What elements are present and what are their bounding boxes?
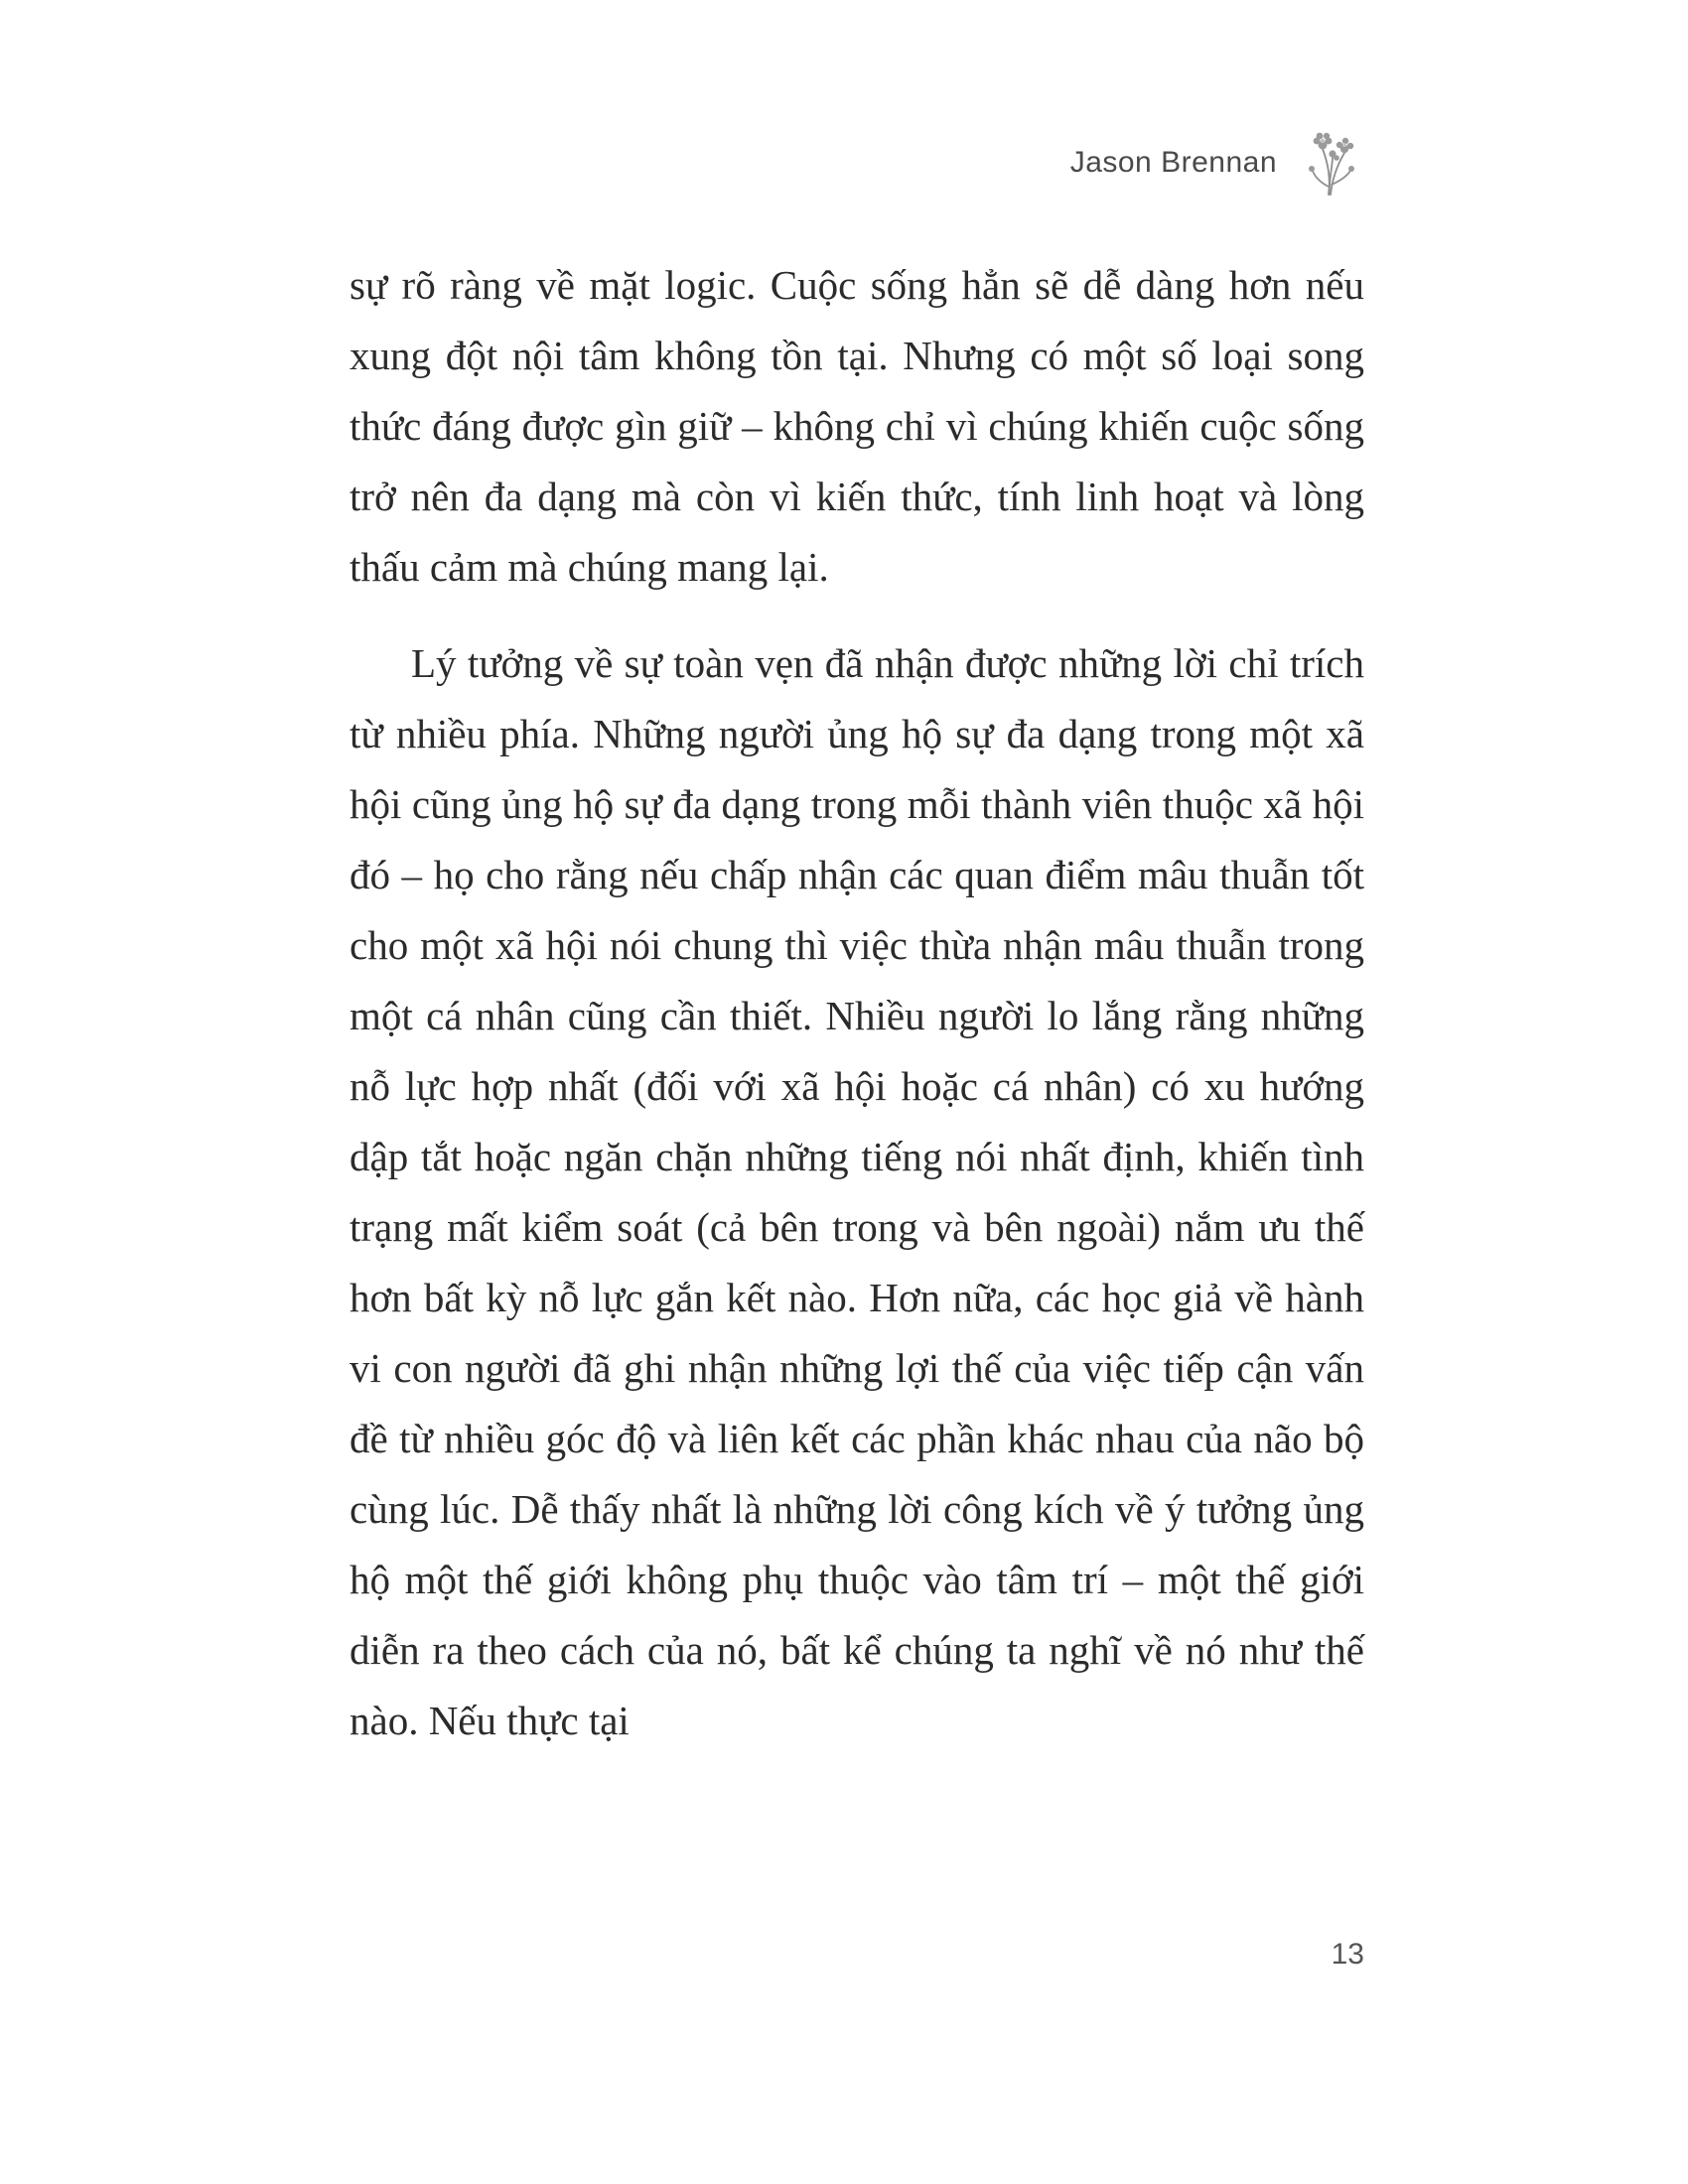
page-body — [350, 250, 1364, 1756]
paragraph: Lý tưởng về sự toàn vẹn đã nhận được những lời chỉ trích từ nhiều phía. Những người ủng hộ sự đa dạng trong một xã hội cũng ủng hộ sự đa dạng trong mỗi thành viên thuộc xã hội đó – họ cho rằng nếu chấp nhận các quan điểm mâu thuẫn tốt cho một xã hội nói chung thì việc thừa nhận mâu thuẫn trong một cá nhân cũng cần thiết. Nhiều người lo lắng rằng những nỗ lực hợp nhất (đối với xã hội hoặc cá nhân) có xu hướng dập tắt hoặc ngăn chặn những tiếng nói nhất định, khiến tình trạng mất kiểm soát (cả bên trong và bên ngoài) nắm ưu thế hơn bất kỳ nỗ lực gắn kết nào. Hơn nữa, các học giả về hành vi con người đã ghi nhận những lợi thế của việc tiếp cận vấn đề từ nhiều góc độ và liên kết các phần khác nhau của não bộ cùng lúc. Dễ thấy nhất là những lời công kích về ý tưởng ủng hộ một thế giới không phụ thuộc vào tâm trí – một thế giới diễn ra theo cách của nó, bất kể chúng ta nghĩ về nó như thế nào. Nếu thực tại — [350, 640, 1364, 1743]
page-header — [350, 127, 1364, 199]
page-number: 13 — [1331, 1938, 1364, 1971]
running-head-author: Jason Brennan — [1069, 146, 1277, 179]
paragraph: sự rõ ràng về mặt logic. Cuộc sống hẳn sẽ dễ dàng hơn nếu xung đột nội tâm không tồn tại. Nhưng có một số loại song thức đáng được gìn giữ – không chỉ vì chúng khiến cuộc sống trở nên đa dạng mà còn vì kiến thức, tính linh hoạt và lòng thấu cảm mà chúng mang lại. — [350, 262, 1364, 590]
flower-ornament-icon — [1299, 127, 1364, 199]
page-footer — [350, 1938, 1364, 1972]
